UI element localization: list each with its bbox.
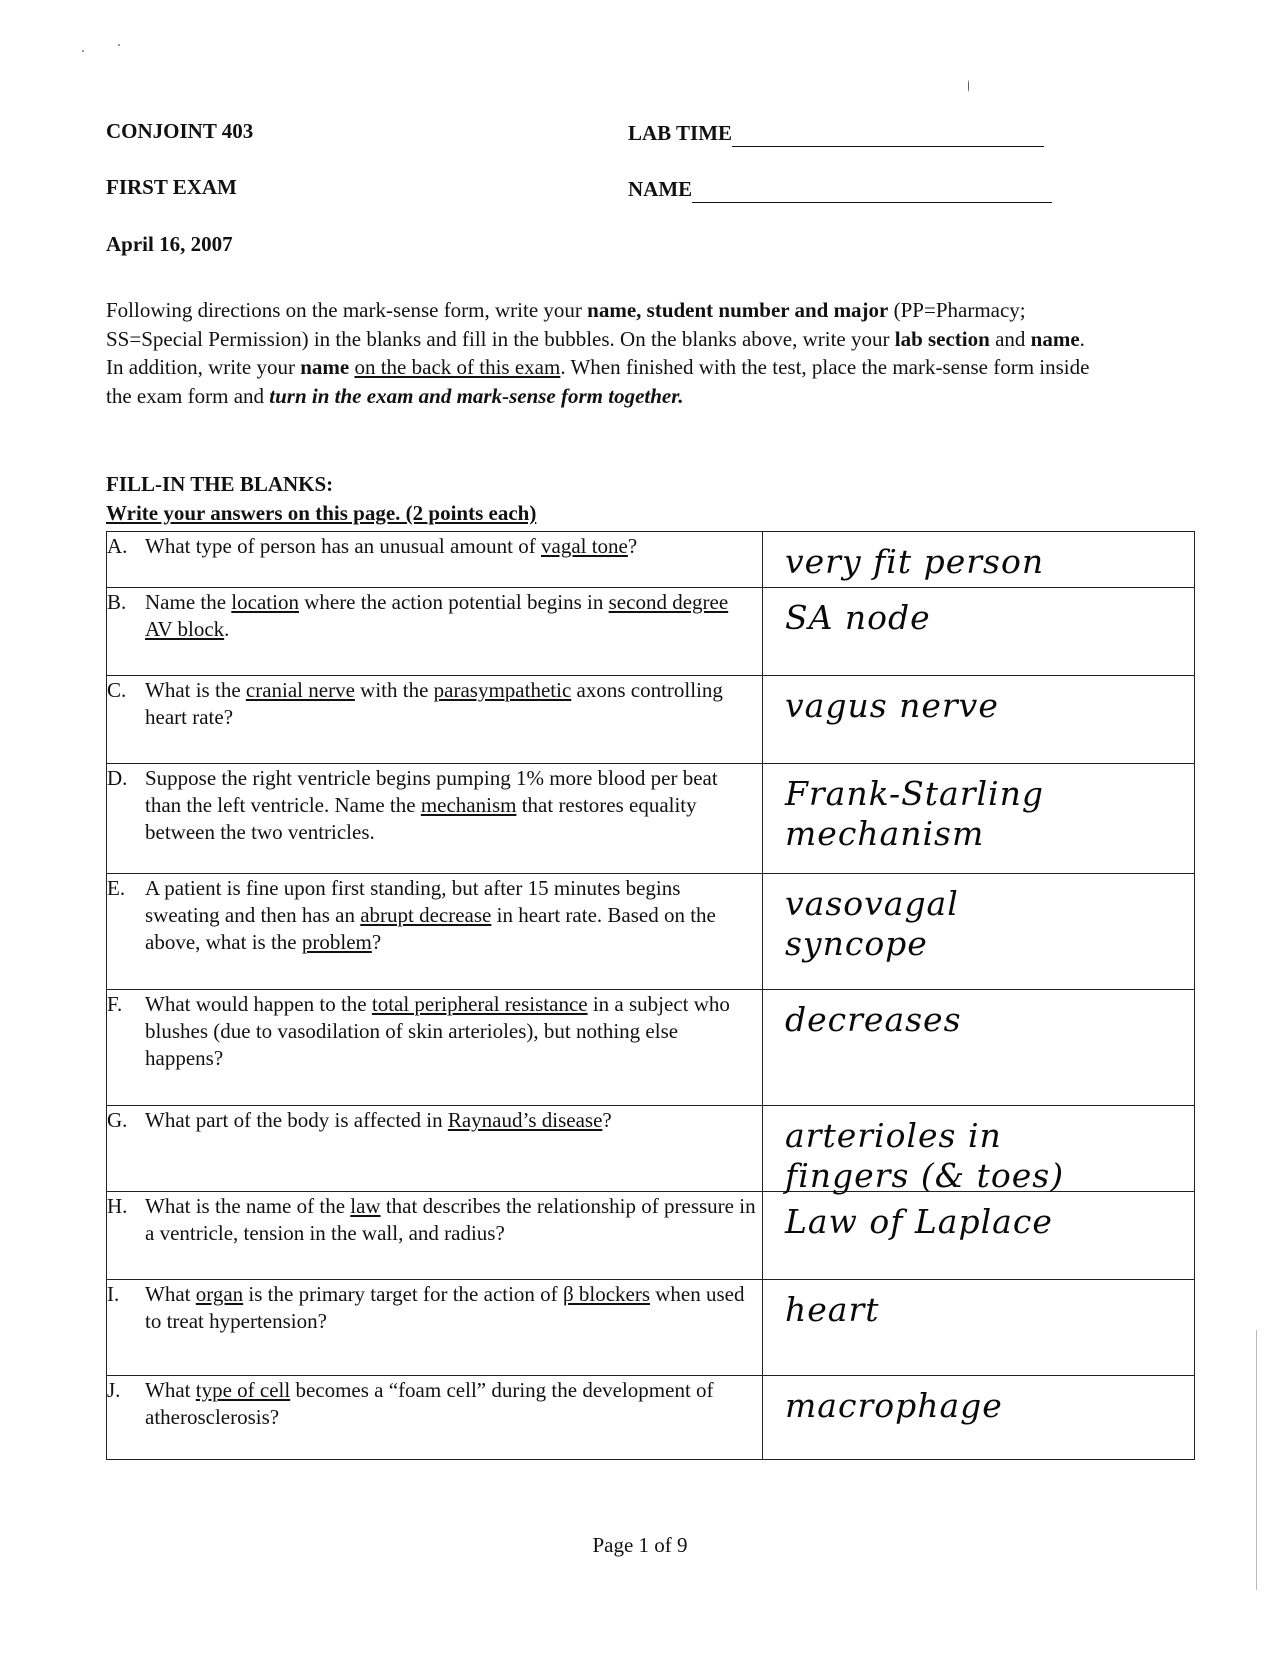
question-letter: D. xyxy=(107,766,128,790)
exam-date: April 16, 2007 xyxy=(106,232,233,256)
answer-cell[interactable] xyxy=(763,532,1195,588)
question-cell xyxy=(107,1376,763,1460)
answer-cell[interactable] xyxy=(763,1192,1195,1280)
instructions-bold: name, student number and major xyxy=(587,298,889,322)
instructions-bold: name xyxy=(1030,326,1080,351)
question-text xyxy=(145,1377,762,1431)
handwritten-answer: Law of Laplace xyxy=(785,1202,1053,1241)
handwritten-answer: macrophage xyxy=(785,1386,1003,1425)
question-text-part: What xyxy=(145,1282,196,1306)
answer-cell[interactable] xyxy=(763,764,1195,874)
handwritten-answer: arterioles in fingers (& toes) xyxy=(785,1116,1065,1195)
question-text-part: What would happen to the xyxy=(145,992,372,1016)
question-letter: I. xyxy=(107,1282,120,1306)
name-blank[interactable] xyxy=(692,177,1052,203)
question-row xyxy=(107,1280,1195,1376)
question-text-part: axons controlling heart rate? xyxy=(145,678,723,729)
instructions-paragraph xyxy=(106,296,1106,410)
question-text xyxy=(145,677,762,731)
question-text-part: ? xyxy=(627,534,638,558)
question-underlined-term: vagal tone xyxy=(541,534,628,558)
instructions-text: . When finished with the test, place the mark-sense form inside the exam form and xyxy=(106,355,1090,408)
question-text-part: becomes a “foam cell” during the development of atherosclerosis? xyxy=(145,1378,714,1429)
handwritten-answer: heart xyxy=(785,1290,880,1329)
question-text-part: where the action potential begins in xyxy=(298,590,609,614)
question-cell xyxy=(107,1280,763,1376)
question-text xyxy=(145,875,762,956)
question-row xyxy=(107,676,1195,764)
question-text xyxy=(145,1281,762,1335)
answer-cell[interactable] xyxy=(763,676,1195,764)
question-text-part: What xyxy=(145,1378,196,1402)
question-underlined-term: total peripheral resistance xyxy=(371,992,588,1016)
question-text-part: when used to treat hypertension? xyxy=(145,1282,745,1333)
handwritten-answer: SA node xyxy=(785,598,931,637)
instructions-text: Following directions on the mark-sense form, write your xyxy=(106,298,588,322)
instructions-bold: name xyxy=(300,355,350,379)
question-underlined-term: problem xyxy=(301,930,372,954)
lab-time-label: LAB TIME xyxy=(628,121,733,145)
question-row xyxy=(107,874,1195,990)
handwritten-answer: vasovagal syncope xyxy=(785,884,959,963)
answer-cell[interactable] xyxy=(763,588,1195,676)
name-field xyxy=(628,177,1052,203)
question-underlined-term: type of cell xyxy=(195,1378,291,1402)
question-letter: G. xyxy=(107,1108,128,1132)
instructions-text: (PP=Pharmacy; SS=Special Permission) in the blanks and fill in the bubbles. On the blanks above, write your xyxy=(106,298,1026,351)
lab-time-field xyxy=(628,121,1044,147)
question-text-part: A patient is fine upon first standing, but after 15 minutes begins sweating and then has an xyxy=(145,876,681,927)
question-cell xyxy=(107,676,763,764)
question-text xyxy=(145,1193,762,1247)
question-text-part: with the xyxy=(354,678,434,702)
question-underlined-term: law xyxy=(350,1194,381,1218)
question-text xyxy=(145,765,762,846)
question-text-part: . xyxy=(224,617,230,641)
question-text-part: in heart rate. Based on the above, what is the xyxy=(145,903,716,954)
question-letter: F. xyxy=(107,992,123,1016)
question-text-part: is the primary target for the action of xyxy=(243,1282,563,1306)
question-cell xyxy=(107,874,763,990)
question-row xyxy=(107,588,1195,676)
handwritten-answer: decreases xyxy=(785,1000,962,1039)
question-letter: B. xyxy=(107,590,127,614)
question-cell xyxy=(107,1192,763,1280)
page-number: Page 1 of 9 xyxy=(592,1533,688,1557)
course-title: CONJOINT 403 xyxy=(106,119,254,143)
question-cell xyxy=(107,532,763,588)
question-letter: C. xyxy=(107,678,127,702)
question-text-part: What is the name of the xyxy=(145,1194,351,1218)
questions-table xyxy=(106,531,1195,1460)
question-cell xyxy=(107,990,763,1106)
question-underlined-term: second degree AV block xyxy=(145,590,729,641)
question-text xyxy=(145,991,762,1072)
question-text-part: that restores equality between the two ventricles. xyxy=(145,793,697,844)
question-text-part: What type of person has an unusual amount of xyxy=(145,534,541,558)
instructions-bold-italic: turn in the exam and mark-sense form together. xyxy=(269,383,684,408)
question-underlined-term: β blockers xyxy=(562,1282,651,1306)
question-text-part: What is the xyxy=(145,678,246,702)
question-letter: J. xyxy=(107,1378,121,1402)
question-row xyxy=(107,1192,1195,1280)
question-text xyxy=(145,533,762,560)
question-text-part: What part of the body is affected in xyxy=(145,1108,448,1132)
question-cell xyxy=(107,1106,763,1192)
question-underlined-term: organ xyxy=(195,1282,244,1306)
scan-speck xyxy=(82,50,84,52)
question-underlined-term: cranial nerve xyxy=(245,678,355,702)
handwritten-answer: very fit person xyxy=(785,542,1045,581)
question-text-part: in a subject who blushes (due to vasodilation of skin arterioles), but nothing else happens? xyxy=(145,992,730,1070)
question-letter: A. xyxy=(107,534,128,558)
scan-edge xyxy=(1256,1330,1257,1590)
section-title: FILL-IN THE BLANKS: xyxy=(106,472,334,496)
lab-time-blank[interactable] xyxy=(732,121,1044,147)
question-underlined-term: location xyxy=(231,590,299,614)
instructions-text: . In addition, write your xyxy=(106,326,1085,379)
name-label: NAME xyxy=(628,177,693,201)
scan-speck xyxy=(118,44,120,46)
question-letter: E. xyxy=(107,876,126,900)
question-text-part: that describes the relationship of pressure in a ventricle, tension in the wall, and radius? xyxy=(145,1194,756,1245)
question-underlined-term: parasympathetic xyxy=(433,678,572,702)
question-text xyxy=(145,589,762,643)
question-underlined-term: mechanism xyxy=(420,793,517,817)
question-text-part: Name the xyxy=(145,590,232,614)
question-underlined-term: Raynaud’s disease xyxy=(447,1108,603,1132)
instructions-underlined: on the back of this exam xyxy=(354,355,561,379)
question-cell xyxy=(107,588,763,676)
answer-cell[interactable] xyxy=(763,1106,1195,1195)
section-subtitle: Write your answers on this page. (2 points each) xyxy=(106,501,537,525)
instructions-text: and xyxy=(989,326,1031,351)
question-underlined-term: abrupt decrease xyxy=(360,903,492,927)
handwritten-answer: vagus nerve xyxy=(785,686,999,725)
question-row xyxy=(107,1376,1195,1460)
handwritten-answer: Frank-Starling mechanism xyxy=(785,774,1044,853)
scan-mark xyxy=(968,80,969,92)
question-text-part: ? xyxy=(371,930,382,954)
answer-cell[interactable] xyxy=(763,1376,1195,1460)
question-row xyxy=(107,990,1195,1106)
answer-cell[interactable] xyxy=(763,1280,1195,1376)
question-row xyxy=(107,764,1195,874)
question-text xyxy=(145,1107,762,1134)
answer-cell[interactable] xyxy=(763,874,1195,990)
question-text-part: Suppose the right ventricle begins pumping 1% more blood per beat than the left ventricle. Name the xyxy=(145,766,718,817)
question-cell xyxy=(107,764,763,874)
exam-title: FIRST EXAM xyxy=(106,175,237,199)
question-letter: H. xyxy=(107,1194,128,1218)
question-row xyxy=(107,532,1195,588)
question-row xyxy=(107,1106,1195,1192)
answer-cell[interactable] xyxy=(763,990,1195,1106)
instructions-bold: lab section xyxy=(894,326,990,351)
question-text-part: ? xyxy=(602,1108,612,1132)
